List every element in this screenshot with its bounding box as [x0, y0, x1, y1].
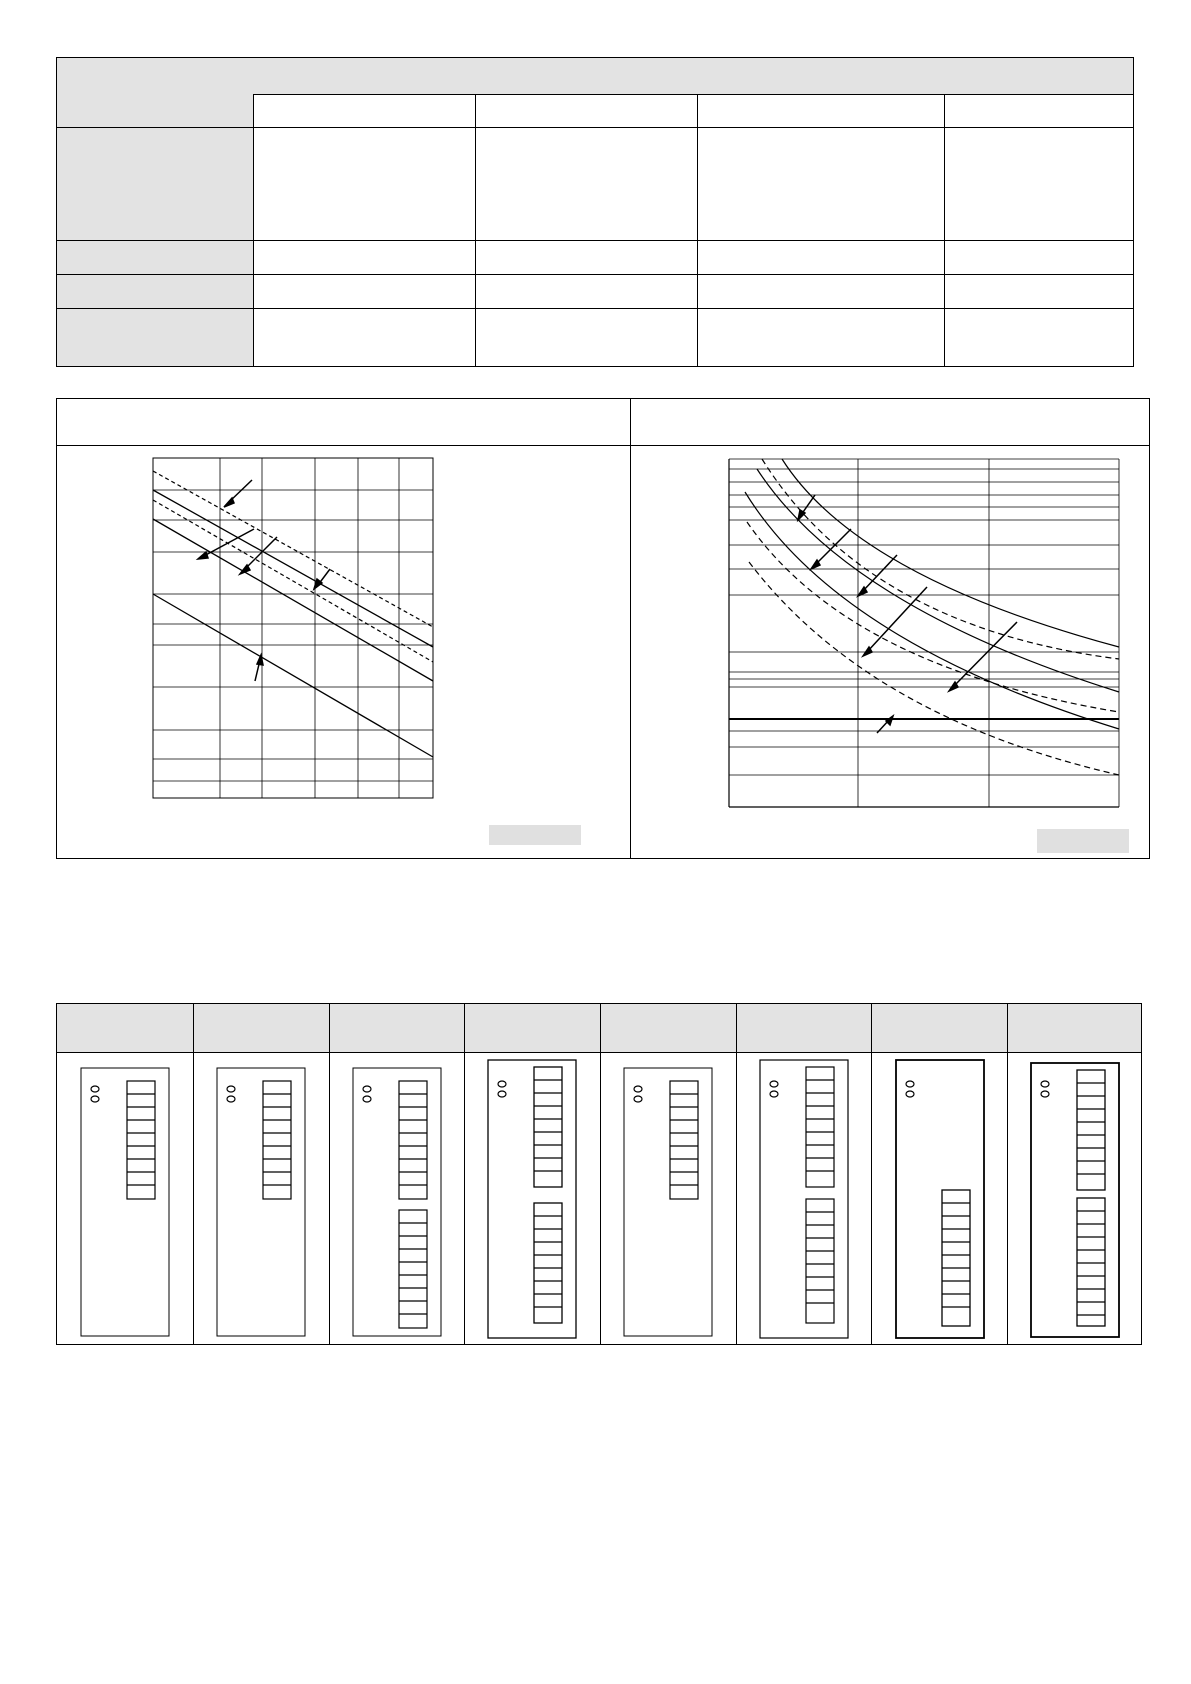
circle-pair-icon — [770, 1081, 778, 1097]
spec-row-header — [57, 241, 253, 274]
spec-cell — [697, 275, 698, 308]
chart-left-hgrid — [153, 490, 433, 781]
chart-left-frame — [153, 458, 433, 798]
spec-cell — [944, 309, 945, 366]
spec-cell — [475, 128, 476, 240]
chart-left-vgrid — [220, 458, 399, 798]
spec-row-3 — [57, 241, 1133, 275]
terminal-col-divider — [193, 1004, 194, 1344]
chart-left-series-2 — [153, 490, 433, 647]
terminal-diagram-5 — [623, 1067, 715, 1339]
chart-left-label-box — [489, 825, 581, 845]
spec-cell — [475, 94, 476, 127]
terminal-strip — [1077, 1070, 1105, 1326]
terminal-col-divider — [329, 1004, 330, 1344]
spec-row-4 — [57, 275, 1133, 309]
chart-right-axes — [729, 459, 1119, 807]
spec-cell — [253, 94, 254, 127]
terminal-table — [56, 1003, 1142, 1345]
chart-right-arrows — [798, 495, 1017, 733]
spec-cell — [253, 275, 254, 308]
chart-right-vgrid — [858, 459, 1119, 807]
terminal-diagram-7 — [895, 1059, 987, 1341]
spec-row-1 — [57, 94, 1133, 128]
chart-right-curve-4 — [762, 459, 1119, 659]
terminal-col-divider — [736, 1004, 737, 1344]
spec-cell — [697, 128, 698, 240]
spec-cell — [475, 275, 476, 308]
chart-right-label-box — [1037, 829, 1129, 853]
terminal-diagram-8 — [1030, 1062, 1122, 1340]
circle-pair-icon — [227, 1086, 235, 1102]
spec-cell — [944, 94, 945, 127]
chart-right — [727, 457, 1122, 812]
terminal-strip — [399, 1081, 427, 1328]
chart-right-curve-3 — [745, 492, 1119, 729]
chart-right-hgrid — [729, 459, 1119, 775]
circle-pair-icon — [906, 1081, 914, 1097]
terminal-strip — [942, 1190, 970, 1326]
circle-pair-icon — [91, 1086, 99, 1102]
spec-row-header — [57, 309, 253, 366]
chart-panel-header-line — [57, 445, 1149, 446]
spec-cell — [253, 128, 254, 240]
spec-cell — [475, 309, 476, 366]
chart-right-curve-6 — [749, 562, 1119, 775]
spec-row-2 — [57, 128, 1133, 241]
spec-row-header — [57, 128, 253, 240]
circle-pair-icon — [1041, 1081, 1049, 1097]
terminal-strip — [534, 1067, 562, 1323]
spec-cell — [697, 241, 698, 274]
spec-cell — [944, 241, 945, 274]
terminal-diagram-3 — [352, 1067, 444, 1339]
terminal-col-divider — [1007, 1004, 1008, 1344]
terminal-strip — [127, 1081, 155, 1199]
spec-row-5 — [57, 309, 1133, 366]
terminal-diagram-4 — [487, 1059, 579, 1341]
spec-row-header — [57, 94, 253, 127]
spec-cell — [944, 275, 945, 308]
terminal-col-divider — [464, 1004, 465, 1344]
spec-cell — [697, 94, 698, 127]
terminal-diagram-1 — [80, 1067, 172, 1339]
chart-left — [152, 457, 437, 802]
spec-cell — [253, 309, 254, 366]
spec-table-title-band — [57, 58, 1133, 95]
chart-left-series-5 — [153, 594, 433, 757]
spec-cell — [253, 241, 254, 274]
chart-left-series-1 — [153, 471, 433, 627]
chart-left-series-4 — [153, 519, 433, 681]
chart-left-arrows — [198, 480, 330, 681]
chart-right-curves — [745, 459, 1119, 775]
terminal-strip — [670, 1081, 698, 1199]
chart-panel-divider — [630, 399, 631, 858]
chart-right-curve-2 — [757, 469, 1119, 692]
terminal-table-header — [57, 1004, 1141, 1053]
spec-cell — [475, 241, 476, 274]
circle-pair-icon — [363, 1086, 371, 1102]
chart-right-curve-1 — [782, 459, 1119, 647]
circle-pair-icon — [498, 1081, 506, 1097]
terminal-diagram-2 — [216, 1067, 308, 1339]
terminal-strip — [806, 1067, 834, 1323]
terminal-col-divider — [600, 1004, 601, 1344]
chart-panels — [56, 398, 1150, 859]
terminal-col-divider — [871, 1004, 872, 1344]
spec-cell — [697, 309, 698, 366]
spec-table — [56, 57, 1134, 367]
circle-pair-icon — [634, 1086, 642, 1102]
spec-cell — [944, 128, 945, 240]
spec-row-header — [57, 275, 253, 308]
terminal-strip — [263, 1081, 291, 1199]
chart-left-series-3 — [153, 500, 433, 662]
terminal-diagram-6 — [759, 1059, 851, 1341]
